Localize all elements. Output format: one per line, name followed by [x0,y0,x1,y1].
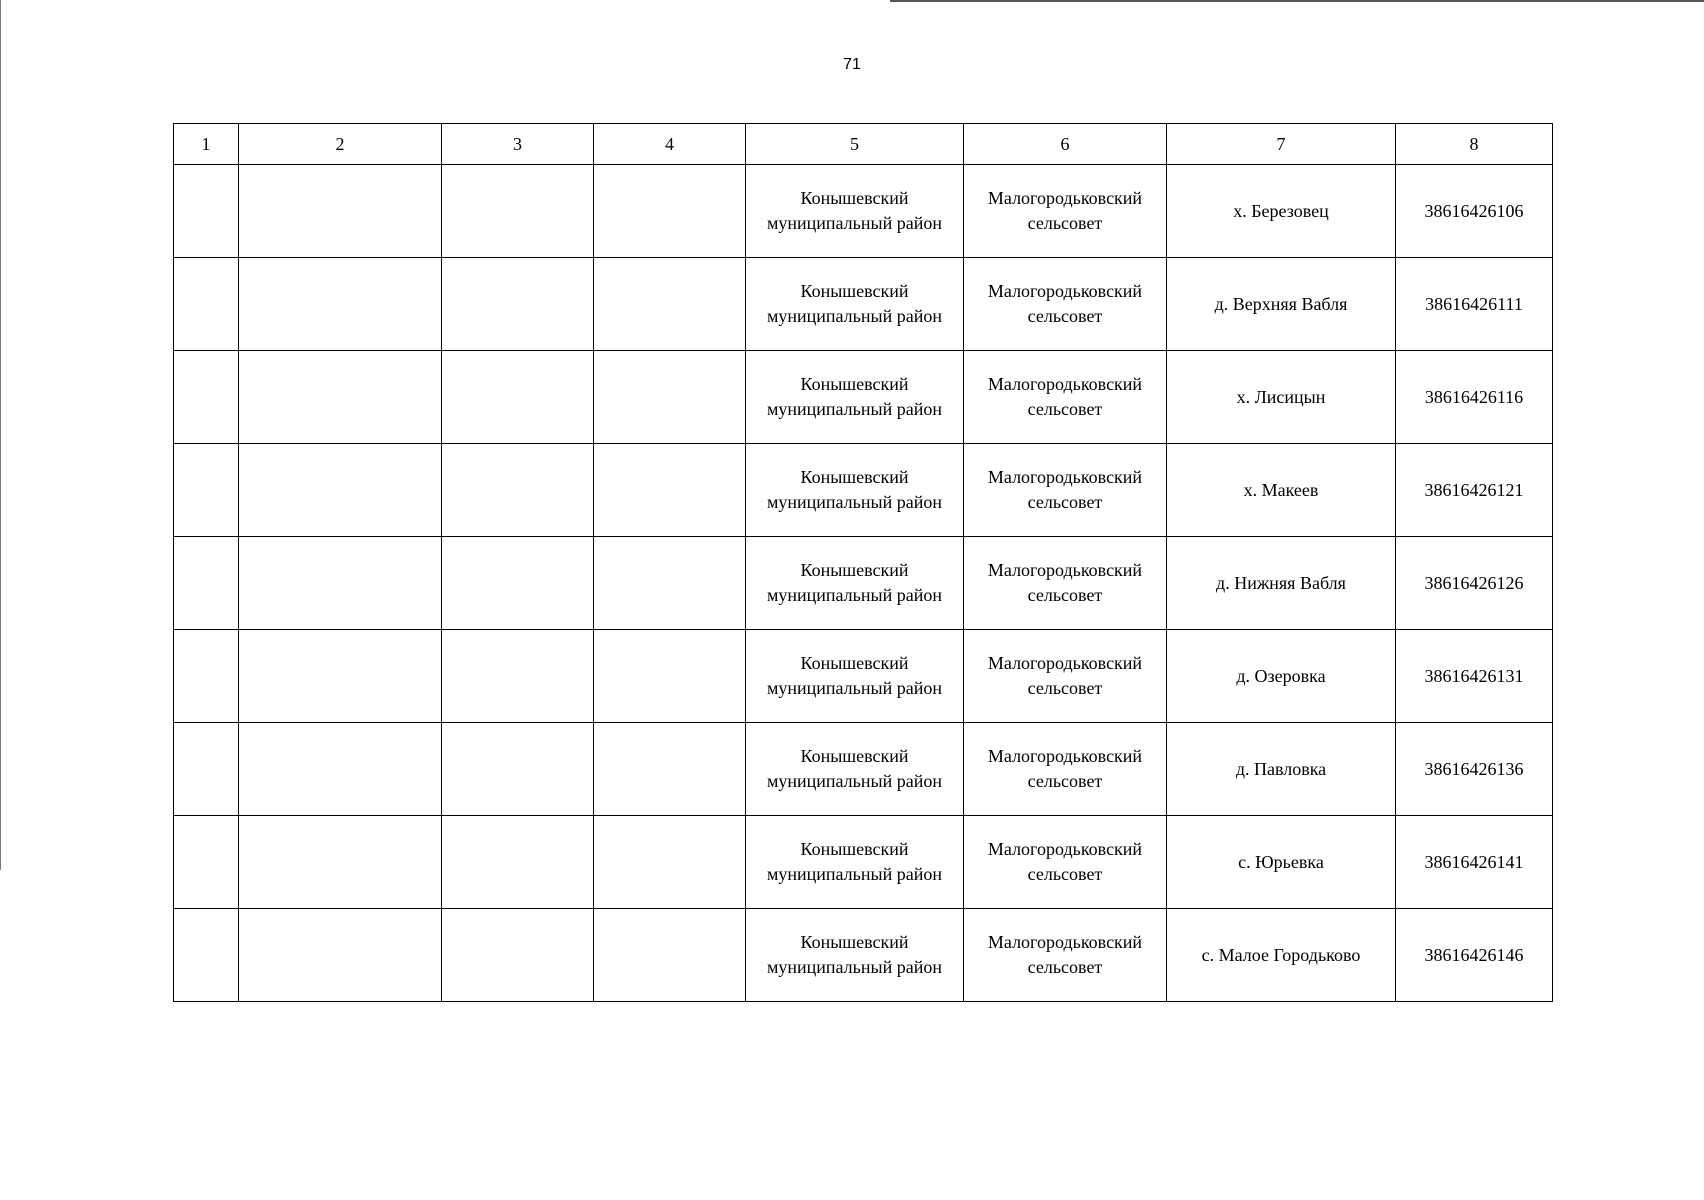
settlement-cell: д. Озеровка [1167,630,1396,723]
council-cell: Малогородьковский сельсовет [964,258,1167,351]
code-cell: 38616426136 [1396,723,1553,816]
council-cell: Малогородьковский сельсовет [964,537,1167,630]
settlement-cell: х. Березовец [1167,165,1396,258]
district-cell: Конышевский муниципальный район [746,351,964,444]
table-row [174,537,1553,630]
scan-edge-left [0,0,1,870]
settlement-cell: с. Юрьевка [1167,816,1396,909]
council-cell: Малогородьковский сельсовет [964,816,1167,909]
col2-cell [239,165,442,258]
settlement-cell: д. Нижняя Вабля [1167,537,1396,630]
table-row [174,909,1553,1002]
council-cell: Малогородьковский сельсовет [964,351,1167,444]
settlement-cell: д. Верхняя Вабля [1167,258,1396,351]
district-cell: Конышевский муниципальный район [746,909,964,1002]
col1-cell [174,630,239,723]
code-cell: 38616426116 [1396,351,1553,444]
col2-cell [239,351,442,444]
col3-cell [442,909,594,1002]
col2-cell [239,258,442,351]
col1-cell [174,816,239,909]
district-cell: Конышевский муниципальный район [746,537,964,630]
scan-edge-top [890,0,1704,2]
council-cell: Малогородьковский сельсовет [964,444,1167,537]
column-header-4: 4 [594,124,746,165]
col1-cell [174,351,239,444]
code-cell: 38616426126 [1396,537,1553,630]
district-cell: Конышевский муниципальный район [746,165,964,258]
col1-cell [174,537,239,630]
council-cell: Малогородьковский сельсовет [964,723,1167,816]
col2-cell [239,723,442,816]
col4-cell [594,909,746,1002]
col4-cell [594,723,746,816]
settlement-cell: д. Павловка [1167,723,1396,816]
col3-cell [442,723,594,816]
table-row [174,723,1553,816]
col4-cell [594,816,746,909]
table-row [174,630,1553,723]
table-header-row [174,124,1553,165]
settlement-cell: с. Малое Городьково [1167,909,1396,1002]
col3-cell [442,630,594,723]
col3-cell [442,816,594,909]
column-header-1: 1 [174,124,239,165]
col4-cell [594,351,746,444]
col1-cell [174,165,239,258]
code-cell: 38616426121 [1396,444,1553,537]
col4-cell [594,630,746,723]
col1-cell [174,909,239,1002]
col4-cell [594,258,746,351]
code-cell: 38616426141 [1396,816,1553,909]
col1-cell [174,444,239,537]
settlement-cell: х. Макеев [1167,444,1396,537]
col2-cell [239,909,442,1002]
col2-cell [239,630,442,723]
code-cell: 38616426146 [1396,909,1553,1002]
table-row [174,816,1553,909]
district-cell: Конышевский муниципальный район [746,630,964,723]
col3-cell [442,537,594,630]
table-row [174,444,1553,537]
council-cell: Малогородьковский сельсовет [964,909,1167,1002]
district-cell: Конышевский муниципальный район [746,816,964,909]
column-header-3: 3 [442,124,594,165]
council-cell: Малогородьковский сельсовет [964,630,1167,723]
district-cell: Конышевский муниципальный район [746,444,964,537]
table-row [174,351,1553,444]
settlement-cell: х. Лисицын [1167,351,1396,444]
col2-cell [239,444,442,537]
col4-cell [594,165,746,258]
code-cell: 38616426131 [1396,630,1553,723]
column-header-6: 6 [964,124,1167,165]
col2-cell [239,816,442,909]
col1-cell [174,258,239,351]
page-number: 71 [843,56,861,73]
col3-cell [442,258,594,351]
council-cell: Малогородьковский сельсовет [964,165,1167,258]
col3-cell [442,351,594,444]
table-row [174,258,1553,351]
column-header-5: 5 [746,124,964,165]
col4-cell [594,537,746,630]
district-cell: Конышевский муниципальный район [746,258,964,351]
table-row [174,165,1553,258]
col4-cell [594,444,746,537]
column-header-2: 2 [239,124,442,165]
column-header-7: 7 [1167,124,1396,165]
column-header-8: 8 [1396,124,1553,165]
data-table [173,123,1553,1002]
col3-cell [442,444,594,537]
col2-cell [239,537,442,630]
col1-cell [174,723,239,816]
code-cell: 38616426111 [1396,258,1553,351]
district-cell: Конышевский муниципальный район [746,723,964,816]
code-cell: 38616426106 [1396,165,1553,258]
col3-cell [442,165,594,258]
